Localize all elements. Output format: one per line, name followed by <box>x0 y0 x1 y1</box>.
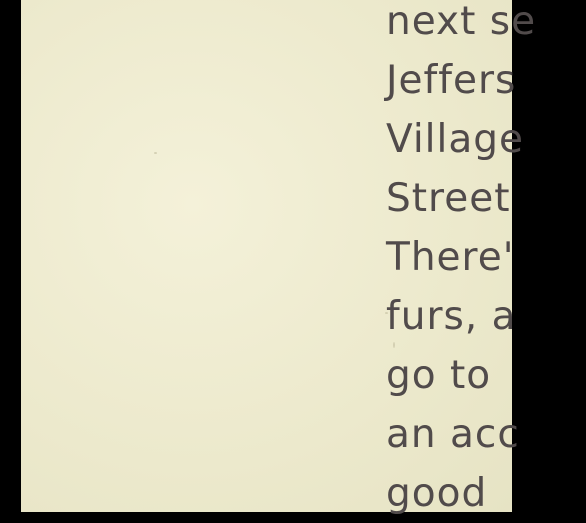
text-line: furs, a <box>386 294 517 339</box>
text-line: There' <box>386 235 515 280</box>
text-line: go to <box>386 353 492 398</box>
text-line: an acc <box>386 412 520 457</box>
text-line: next se <box>386 0 537 44</box>
text-line: Street <box>386 176 511 221</box>
text-column <box>386 0 586 523</box>
document-page <box>21 0 537 516</box>
paper-speck <box>154 152 157 154</box>
text-line: good <box>386 471 488 516</box>
text-line: Village <box>386 117 524 162</box>
text-line: Jeffers <box>386 58 517 103</box>
